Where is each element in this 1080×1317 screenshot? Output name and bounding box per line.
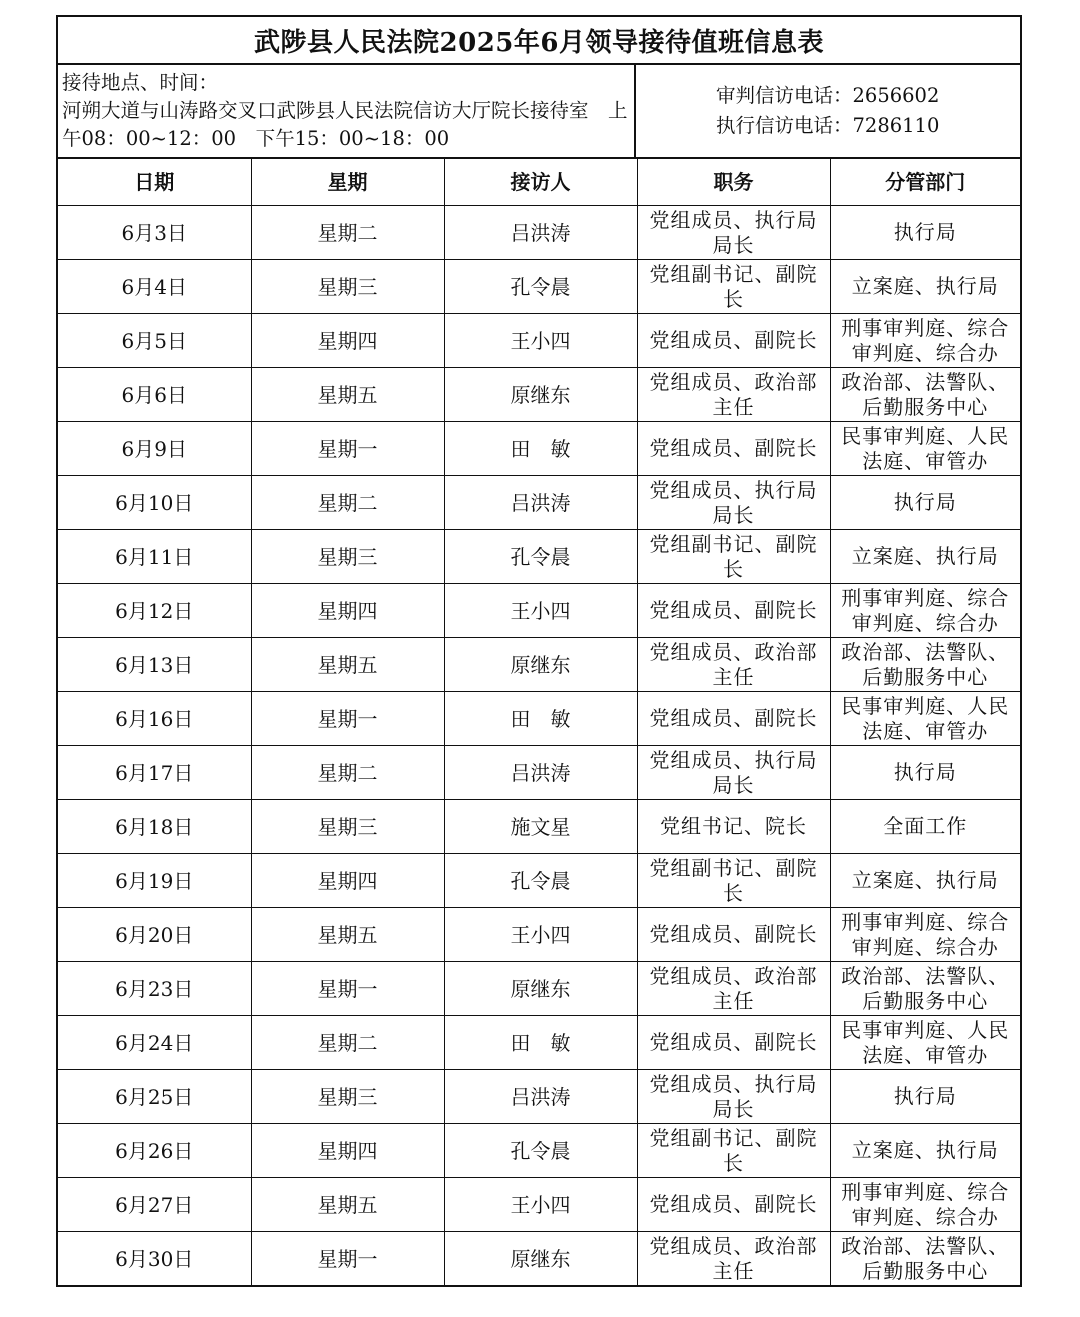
table-row [58,746,1020,800]
cell-weekday: 星期三 [251,530,444,584]
cell-receiver: 原继东 [444,1232,637,1286]
cell-weekday: 星期二 [251,1016,444,1070]
duty-table [58,159,1020,1285]
cell-receiver: 孔令晨 [444,530,637,584]
cell-weekday: 星期五 [251,368,444,422]
cell-position: 党组成员、政治部主任 [637,1232,830,1286]
cell-date: 6月9日 [58,422,251,476]
cell-date: 6月17日 [58,746,251,800]
cell-date: 6月27日 [58,1178,251,1232]
table-row [58,584,1020,638]
cell-receiver: 孔令晨 [444,260,637,314]
cell-weekday: 星期四 [251,854,444,908]
cell-date: 6月30日 [58,1232,251,1286]
cell-receiver: 吕洪涛 [444,476,637,530]
table-row [58,1178,1020,1232]
cell-date: 6月10日 [58,476,251,530]
cell-position: 党组书记、院长 [637,800,830,854]
reception-location-label: 接待地点、时间： [62,71,219,94]
cell-date: 6月5日 [58,314,251,368]
reception-location-cell [58,65,636,157]
cell-weekday: 星期三 [251,800,444,854]
table-row [58,908,1020,962]
table-row [58,1232,1020,1286]
cell-date: 6月25日 [58,1070,251,1124]
cell-receiver: 王小四 [444,908,637,962]
header-position: 职务 [637,159,830,206]
cell-position: 党组成员、执行局局长 [637,206,830,260]
cell-department: 政治部、法警队、后勤服务中心 [830,962,1020,1016]
cell-position: 党组副书记、副院长 [637,854,830,908]
duty-table-body [58,206,1020,1286]
cell-position: 党组成员、执行局局长 [637,746,830,800]
cell-department: 执行局 [830,206,1020,260]
cell-date: 6月18日 [58,800,251,854]
cell-weekday: 星期三 [251,1070,444,1124]
cell-department: 民事审判庭、人民法庭、审管办 [830,1016,1020,1070]
header-date: 日期 [58,159,251,206]
trial-petition-phone: 审判信访电话：2656602 [716,84,940,107]
table-row [58,530,1020,584]
cell-receiver: 王小四 [444,314,637,368]
table-row [58,206,1020,260]
table-row [58,422,1020,476]
cell-date: 6月24日 [58,1016,251,1070]
cell-department: 政治部、法警队、后勤服务中心 [830,368,1020,422]
cell-position: 党组成员、执行局局长 [637,476,830,530]
cell-position: 党组成员、执行局局长 [637,1070,830,1124]
cell-receiver: 田 敏 [444,422,637,476]
cell-weekday: 星期五 [251,908,444,962]
cell-receiver: 施文星 [444,800,637,854]
table-row [58,638,1020,692]
cell-department: 立案庭、执行局 [830,854,1020,908]
cell-position: 党组成员、副院长 [637,314,830,368]
cell-date: 6月6日 [58,368,251,422]
cell-date: 6月12日 [58,584,251,638]
cell-date: 6月26日 [58,1124,251,1178]
table-row [58,314,1020,368]
cell-weekday: 星期二 [251,746,444,800]
cell-receiver: 吕洪涛 [444,1070,637,1124]
table-row [58,1070,1020,1124]
cell-receiver: 原继东 [444,368,637,422]
phone-info-cell [636,65,1020,157]
cell-weekday: 星期二 [251,476,444,530]
duty-schedule-sheet [56,15,1022,1287]
cell-department: 执行局 [830,746,1020,800]
cell-weekday: 星期五 [251,638,444,692]
cell-date: 6月11日 [58,530,251,584]
cell-department: 民事审判庭、人民法庭、审管办 [830,692,1020,746]
cell-department: 刑事审判庭、综合审判庭、综合办 [830,1178,1020,1232]
cell-receiver: 原继东 [444,638,637,692]
cell-date: 6月13日 [58,638,251,692]
cell-position: 党组成员、政治部主任 [637,962,830,1016]
cell-department: 执行局 [830,1070,1020,1124]
cell-weekday: 星期四 [251,314,444,368]
header-department: 分管部门 [830,159,1020,206]
cell-department: 全面工作 [830,800,1020,854]
cell-weekday: 星期一 [251,962,444,1016]
cell-weekday: 星期一 [251,1232,444,1286]
cell-weekday: 星期一 [251,422,444,476]
table-row [58,1016,1020,1070]
table-header-row [58,159,1020,206]
table-row [58,962,1020,1016]
cell-position: 党组成员、政治部主任 [637,368,830,422]
cell-receiver: 田 敏 [444,692,637,746]
cell-receiver: 孔令晨 [444,854,637,908]
cell-receiver: 王小四 [444,1178,637,1232]
cell-position: 党组成员、副院长 [637,422,830,476]
cell-department: 刑事审判庭、综合审判庭、综合办 [830,314,1020,368]
cell-department: 执行局 [830,476,1020,530]
cell-weekday: 星期五 [251,1178,444,1232]
cell-position: 党组副书记、副院长 [637,1124,830,1178]
table-row [58,854,1020,908]
table-row [58,800,1020,854]
cell-receiver: 吕洪涛 [444,206,637,260]
cell-department: 立案庭、执行局 [830,260,1020,314]
table-row [58,1124,1020,1178]
document-title: 武陟县人民法院2025年6月领导接待值班信息表 [58,17,1020,65]
cell-position: 党组成员、副院长 [637,1178,830,1232]
cell-department: 刑事审判庭、综合审判庭、综合办 [830,584,1020,638]
cell-position: 党组副书记、副院长 [637,260,830,314]
execution-petition-phone: 执行信访电话：7286110 [716,114,940,137]
cell-position: 党组成员、政治部主任 [637,638,830,692]
cell-receiver: 田 敏 [444,1016,637,1070]
cell-department: 民事审判庭、人民法庭、审管办 [830,422,1020,476]
table-row [58,260,1020,314]
cell-department: 立案庭、执行局 [830,1124,1020,1178]
header-weekday: 星期 [251,159,444,206]
cell-weekday: 星期四 [251,1124,444,1178]
cell-weekday: 星期二 [251,206,444,260]
cell-date: 6月20日 [58,908,251,962]
cell-date: 6月23日 [58,962,251,1016]
reception-location-text: 河朔大道与山涛路交叉口武陟县人民法院信访大厅院长接待室 上午08：00~12：00 下午15：00~18：00 [62,99,628,150]
cell-department: 立案庭、执行局 [830,530,1020,584]
cell-receiver: 王小四 [444,584,637,638]
cell-date: 6月4日 [58,260,251,314]
cell-weekday: 星期一 [251,692,444,746]
cell-position: 党组成员、副院长 [637,1016,830,1070]
cell-weekday: 星期三 [251,260,444,314]
cell-department: 政治部、法警队、后勤服务中心 [830,638,1020,692]
cell-position: 党组成员、副院长 [637,908,830,962]
header-receiver: 接访人 [444,159,637,206]
cell-receiver: 原继东 [444,962,637,1016]
cell-date: 6月19日 [58,854,251,908]
cell-date: 6月16日 [58,692,251,746]
cell-position: 党组成员、副院长 [637,692,830,746]
table-row [58,692,1020,746]
reception-info-row [58,65,1020,159]
table-row [58,368,1020,422]
cell-department: 刑事审判庭、综合审判庭、综合办 [830,908,1020,962]
cell-receiver: 吕洪涛 [444,746,637,800]
cell-weekday: 星期四 [251,584,444,638]
cell-date: 6月3日 [58,206,251,260]
table-row [58,476,1020,530]
cell-position: 党组副书记、副院长 [637,530,830,584]
cell-receiver: 孔令晨 [444,1124,637,1178]
cell-department: 政治部、法警队、后勤服务中心 [830,1232,1020,1286]
cell-position: 党组成员、副院长 [637,584,830,638]
